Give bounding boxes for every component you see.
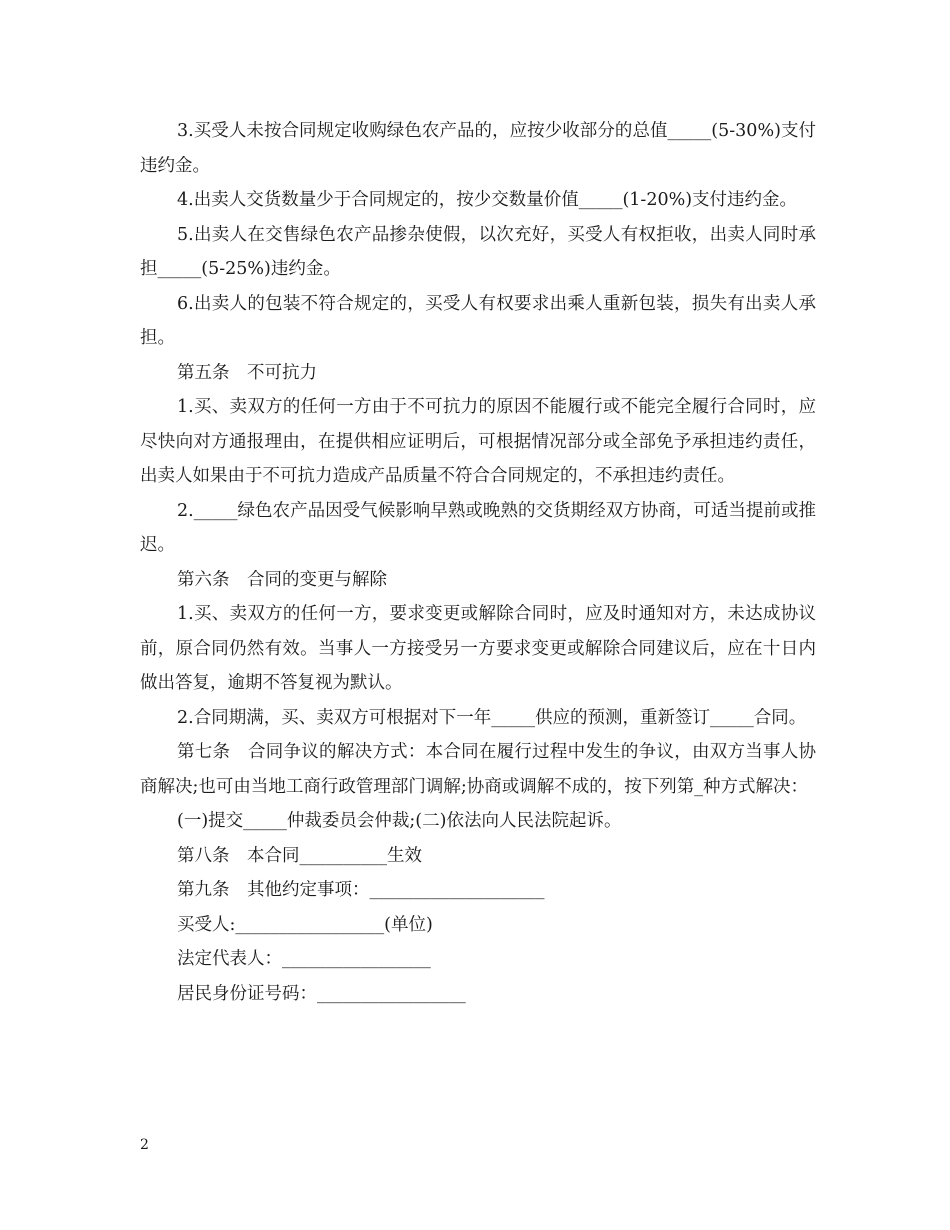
contract-body (140, 114, 816, 1011)
article-9-other-matters: 第九条 其他约定事项：____________________ (177, 880, 545, 900)
article-5-item-1: 1.买、卖双方的任何一方由于不可抗力的原因不能履行或不能完全履行合同时，应尽快向对方通报理由，在提供相应证明后，可根据情况部分或全部免予承担违约责任，出卖人如果由于不可抗力造成产品质量不符合合同规定的，不承担违约责任。 (140, 397, 816, 486)
clause-4-item-6: 6.出卖人的包装不符合规定的，买受人有权要求出乘人重新包装，损失有出卖人承担。 (140, 293, 816, 348)
clause-4-item-4: 4.出卖人交货数量少于合同规定的，按少交数量价值_____(1-20%)支付违约金。 (177, 190, 798, 210)
article-5-item-2: 2._____绿色农产品因受气候影响早熟或晚熟的交货期经双方协商，可适当提前或推迟。 (140, 500, 816, 555)
legal-representative-field: 法定代表人：_________________ (177, 949, 431, 969)
article-7-dispute-resolution: 第七条 合同争议的解决方式：本合同在履行过程中发生的争议，由双方当事人协商解决;也可由当地工商行政管理部门调解;协商或调解不成的，按下列第_种方式解决： (140, 742, 816, 797)
article-6-item-2: 2.合同期满，买、卖双方可根据对下一年_____供应的预测，重新签订_____合同。 (177, 707, 807, 728)
article-5-heading: 第五条 不可抗力 (177, 362, 317, 383)
page-number: 2 (140, 1137, 149, 1153)
buyer-field: 买受人:_________________(单位) (177, 914, 433, 935)
article-6-item-1: 1.买、卖双方的任何一方，要求变更或解除合同时，应及时通知对方，未达成协议前，原合同仍然有效。当事人一方接受另一方要求变更或解除合同建议后，应在十日内做出答复，逾期不答复视为默认。 (140, 604, 816, 693)
article-7-options: (一)提交_____仲裁委员会仲裁;(二)依法向人民法院起诉。 (177, 811, 622, 831)
article-8-effective: 第八条 本合同__________生效 (177, 845, 422, 866)
id-number-field: 居民身份证号码：_________________ (177, 983, 466, 1004)
article-6-heading: 第六条 合同的变更与解除 (177, 569, 387, 590)
clause-4-item-3: 3.买受人未按合同规定收购绿色农产品的，应按少收部分的总值_____(5-30%)支付违约金。 (140, 121, 816, 176)
clause-4-item-5: 5.出卖人在交售绿色农产品掺杂使假，以次充好，买受人有权拒收，出卖人同时承担_____(5-25%)违约金。 (140, 224, 816, 279)
